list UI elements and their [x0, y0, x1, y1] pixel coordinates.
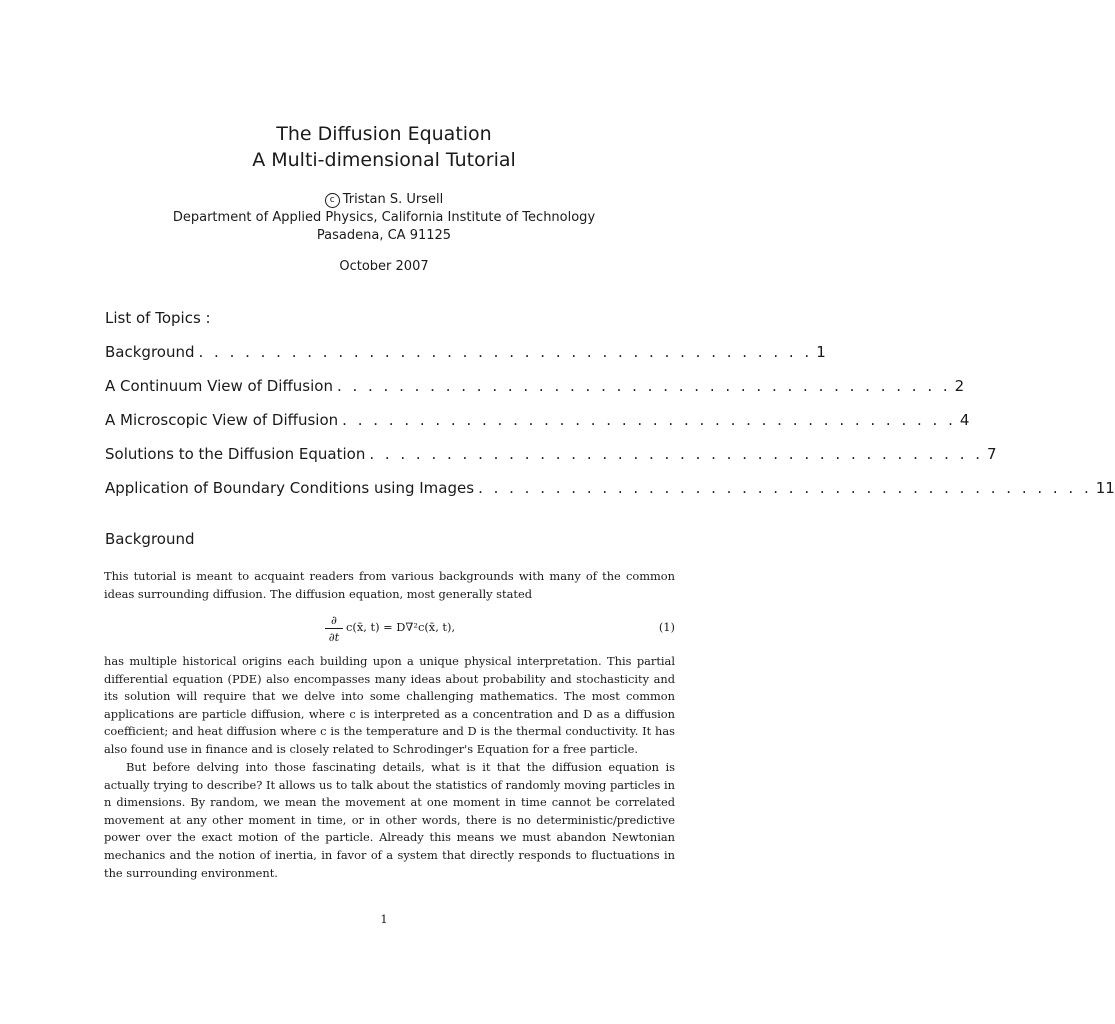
document-subtitle: A Multi-dimensional Tutorial	[252, 149, 516, 171]
page-number: 1	[380, 912, 388, 926]
toc-item-boundary[interactable]	[105, 479, 1115, 497]
toc-item-background[interactable]	[105, 343, 826, 361]
equation-numerator: ∂	[331, 613, 337, 627]
equation-1	[104, 612, 675, 646]
equation-rhs: c(x̄, t) = D∇²c(x̄, t),	[346, 620, 456, 634]
paragraph-origins: has multiple historical origins each building upon a unique physical interpretation. This partial differential equation (PDE) also encompasses many ideas about probability and stochasticity and its solution will require that we delve into some challenging mathematics. The most common applications are particle diffusion, where c is interpreted as a concentration and D as a diffusion coefficient; and heat diffusion where c is the temperature and D is the thermal conductivity. It has also found use in finance and is closely related to Schrodinger's Equation for a free particle.	[104, 654, 675, 756]
document-date: October 2007	[339, 259, 429, 274]
toc-item-page: 2	[954, 377, 965, 395]
copyright-icon: c	[325, 193, 340, 208]
toc-item-continuum[interactable]	[105, 377, 965, 395]
paragraph-random-motion: But before delving into those fascinating details, what is it that the diffusion equation is actually trying to describe? It allows us to talk about the statistics of randomly moving particles in n dimensions. By random, we mean the movement at one moment in time cannot be correlated movement at any other moment in time, or in other words, there is no deterministic/predictive power over the exact motion of the particle. Already this means we must abandon Newtonian mechanics and the notion of inertia, in favor of a system that directly responds to fluctuations in the surrounding environment.	[104, 760, 675, 880]
author-line	[0, 192, 768, 208]
toc-item-title: A Continuum View of Diffusion	[105, 377, 333, 395]
toc-item-page: 7	[987, 445, 997, 463]
toc-item-microscopic[interactable]	[105, 411, 970, 429]
toc-leader: . . . . . . . . . . . . . . . . . . . . . . . . . . . . . . . . . . . . . . . .	[369, 445, 984, 463]
equation-number: (1)	[658, 620, 675, 634]
toc-item-page: 1	[816, 343, 826, 361]
affiliation: Department of Applied Physics, California Institute of Technology	[172, 210, 596, 225]
toc-leader: . . . . . . . . . . . . . . . . . . . . . . . . . . . . . . . . . . . . . . . .	[478, 479, 1092, 497]
toc-heading: List of Topics :	[105, 309, 211, 327]
toc-item-title: Application of Boundary Conditions using Images	[105, 479, 475, 497]
toc-item-page: 4	[959, 411, 970, 429]
toc-leader: . . . . . . . . . . . . . . . . . . . . . . . . . . . . . . . . . . . . . . . .	[342, 411, 956, 429]
author-name: Tristan S. Ursell	[342, 192, 444, 207]
paragraph-intro: This tutorial is meant to acquaint readers from various backgrounds with many of the common ideas surrounding diffusion. The diffusion equation, most generally stated	[104, 569, 675, 601]
location: Pasadena, CA 91125	[316, 228, 452, 243]
document-title: The Diffusion Equation	[276, 123, 492, 145]
toc-item-title: Solutions to the Diffusion Equation	[105, 445, 366, 463]
toc-item-solutions[interactable]	[105, 445, 997, 463]
section-heading: Background	[105, 530, 195, 548]
toc-item-title: Background	[105, 343, 195, 361]
toc-leader: . . . . . . . . . . . . . . . . . . . . . . . . . . . . . . . . . . . . . . . .	[336, 377, 951, 395]
equation-denominator: ∂t	[328, 630, 340, 644]
toc-leader: . . . . . . . . . . . . . . . . . . . . . . . . . . . . . . . . . . . . . . . .	[198, 343, 813, 361]
partial-derivative	[324, 612, 344, 645]
toc-item-page: 11	[1095, 479, 1115, 497]
equation-body	[324, 612, 524, 646]
toc-item-title: A Microscopic View of Diffusion	[105, 411, 339, 429]
